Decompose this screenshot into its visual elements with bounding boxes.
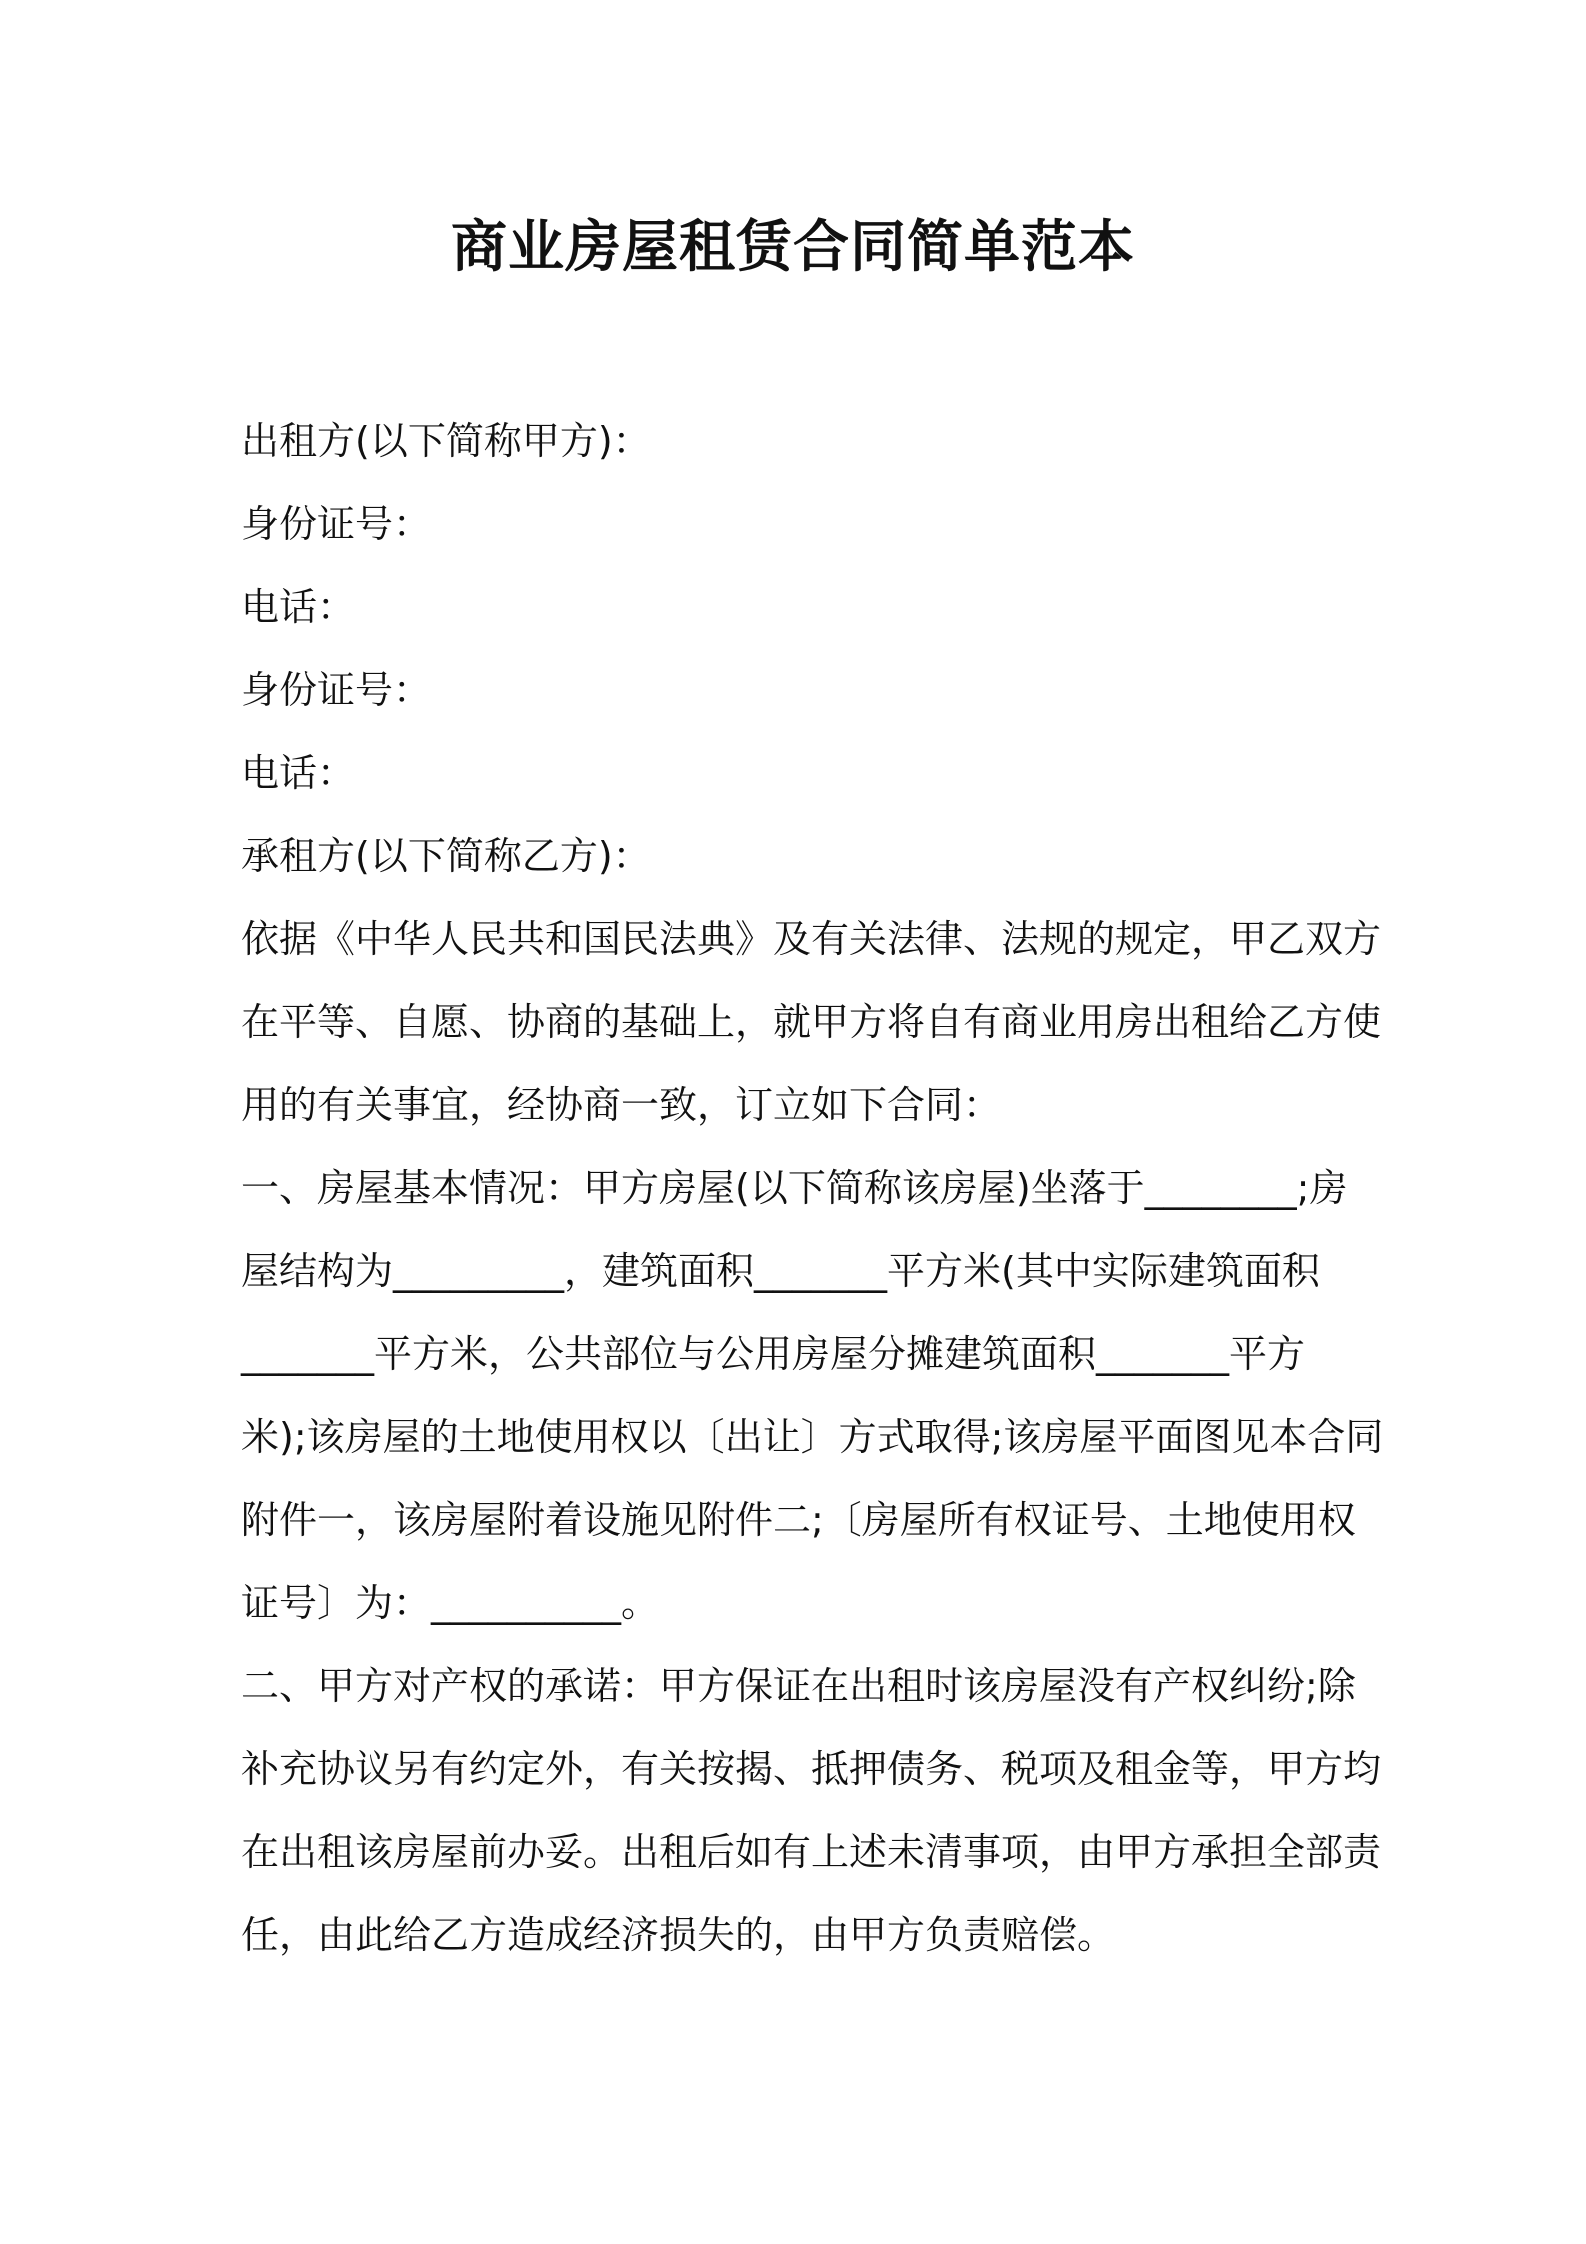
clause-one-line: 米);该房屋的土地使用权以〔出让〕方式取得;该房屋平面图见本合同 — [241, 1415, 1384, 1459]
clause-two-line: 任，由此给乙方造成经济损失的，由甲方负责赔偿。 — [241, 1913, 1116, 1957]
preamble-line: 用的有关事宜，经协商一致，订立如下合同： — [241, 1083, 1002, 1127]
preamble-line: 依据《中华人民共和国民法典》及有关法律、法规的规定，甲乙双方 — [241, 917, 1382, 961]
clause-two-line: 在出租该房屋前办妥。出租后如有上述未清事项，由甲方承担全部责 — [241, 1830, 1382, 1874]
clause-two-line: 二、甲方对产权的承诺：甲方保证在出租时该房屋没有产权纠纷;除 — [241, 1664, 1356, 1708]
clause-one-line: 一、房屋基本情况：甲方房屋(以下简称该房屋)坐落于________;房 — [241, 1166, 1348, 1210]
document-title: 商业房屋租赁合同简单范本 — [451, 215, 1135, 280]
preamble-line: 在平等、自愿、协商的基础上，就甲方将自有商业用房出租给乙方使 — [241, 1000, 1382, 1044]
id-number-line: 身份证号： — [241, 668, 432, 712]
clause-one-line: 屋结构为_________，建筑面积_______平方米(其中实际建筑面积 — [241, 1249, 1320, 1293]
lessee-line: 承租方(以下简称乙方)： — [241, 834, 651, 878]
clause-two-line: 补充协议另有约定外，有关按揭、抵押债务、税项及租金等，甲方均 — [241, 1747, 1382, 1791]
document-body — [241, 400, 1384, 1977]
clause-one-line: 证号〕为：__________。 — [241, 1581, 660, 1625]
phone-line: 电话： — [241, 585, 356, 629]
phone-line: 电话： — [241, 751, 356, 795]
id-number-line: 身份证号： — [241, 502, 432, 546]
clause-one-line: _______平方米，公共部位与公用房屋分摊建筑面积_______平方 — [241, 1332, 1306, 1376]
clause-one-line: 附件一，该房屋附着设施见附件二;〔房屋所有权证号、土地使用权 — [241, 1498, 1356, 1542]
lessor-line: 出租方(以下简称甲方)： — [241, 419, 651, 463]
